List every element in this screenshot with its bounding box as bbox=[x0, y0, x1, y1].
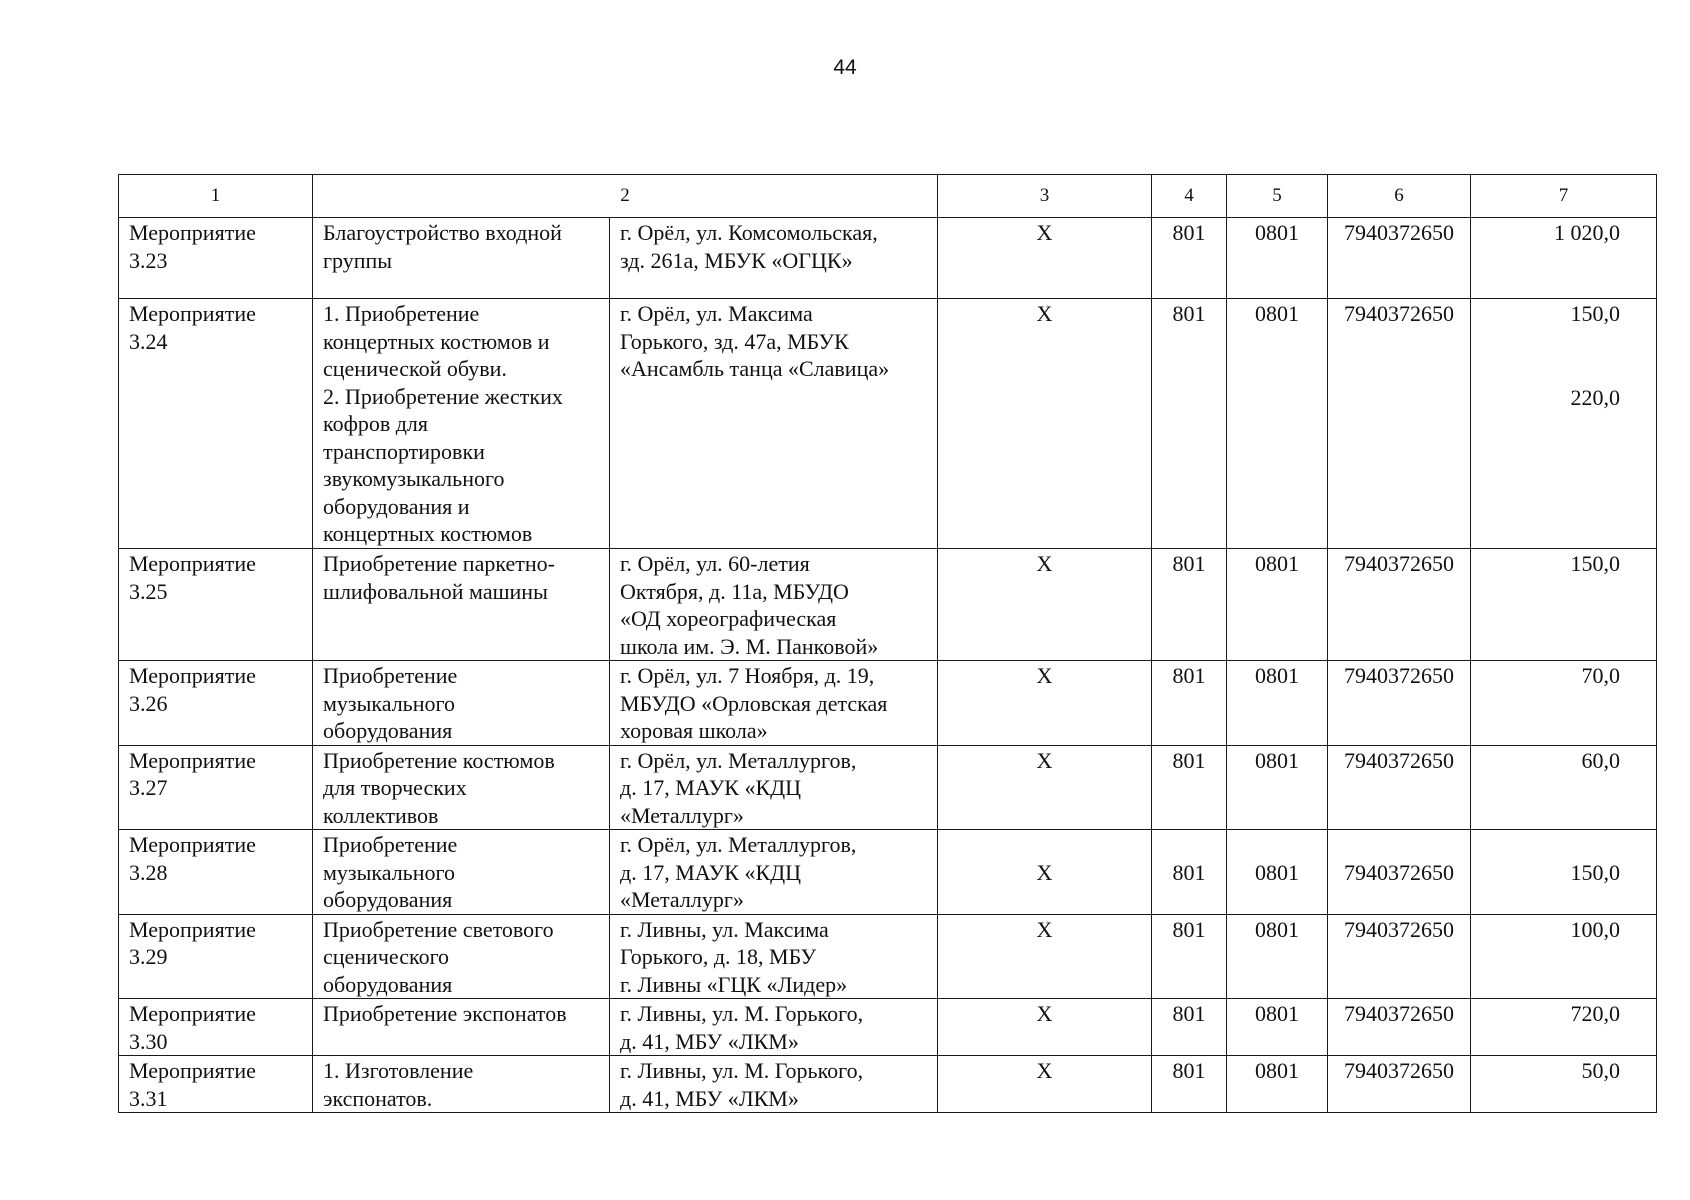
description-cell-line: звукомузыкального bbox=[323, 466, 505, 491]
activity-cell-line: 3.23 bbox=[129, 247, 168, 273]
address-cell-line: г. Ливны, ул. М. Горького, bbox=[620, 1058, 864, 1083]
address-cell-line: д. 41, МБУ «ЛКМ» bbox=[620, 1028, 799, 1054]
column-header-3: 3 bbox=[938, 175, 1152, 218]
col6-cell: 7940372650 bbox=[1328, 549, 1471, 661]
amount-value: 50,0 bbox=[1581, 1058, 1620, 1083]
description-cell-line: коллективов bbox=[323, 802, 439, 828]
address-cell-line: Горького, д. 18, МБУ bbox=[620, 944, 817, 969]
address-cell bbox=[610, 745, 938, 830]
col6-cell: 7940372650 bbox=[1328, 830, 1471, 915]
address-cell-line: «Ансамбль танца «Славица» bbox=[620, 356, 890, 381]
col4-cell: 801 bbox=[1152, 914, 1227, 999]
col4-cell: 801 bbox=[1152, 218, 1227, 299]
col4-cell: 801 bbox=[1152, 830, 1227, 915]
address-cell-line: д. 41, МБУ «ЛКМ» bbox=[620, 1085, 799, 1111]
address-cell-line: «ОД хореографическая bbox=[620, 606, 837, 631]
description-cell-line: Благоустройство входной bbox=[323, 220, 562, 245]
activity-cell-line: Мероприятие bbox=[129, 663, 256, 688]
address-cell bbox=[610, 999, 938, 1056]
description-cell-line: кофров для bbox=[323, 411, 429, 436]
activity-cell bbox=[119, 745, 313, 830]
description-cell-line: транспортировки bbox=[323, 438, 485, 464]
address-cell-line: д. 17, МАУК «КДЦ bbox=[620, 775, 802, 800]
amount-cell bbox=[1471, 914, 1657, 999]
col6-cell: 7940372650 bbox=[1328, 661, 1471, 746]
description-cell-line: сценического bbox=[323, 944, 450, 969]
col3-cell: Х bbox=[938, 1056, 1152, 1113]
description-cell bbox=[313, 299, 610, 549]
table-row bbox=[119, 661, 1657, 746]
col3-cell: Х bbox=[938, 999, 1152, 1056]
activity-cell-line: Мероприятие bbox=[129, 832, 256, 857]
description-cell-line: 1. Приобретение bbox=[323, 301, 480, 326]
col5-cell: 0801 bbox=[1227, 914, 1328, 999]
description-cell bbox=[313, 745, 610, 830]
amount-cell bbox=[1471, 830, 1657, 915]
col5-cell: 0801 bbox=[1227, 218, 1328, 299]
address-cell-line: «Металлург» bbox=[620, 887, 744, 912]
col6-cell: 7940372650 bbox=[1328, 1056, 1471, 1113]
amount-cell bbox=[1471, 745, 1657, 830]
column-number-row bbox=[119, 175, 1657, 218]
col3-cell: Х bbox=[938, 830, 1152, 915]
amount-value: 720,0 bbox=[1570, 1001, 1620, 1026]
address-cell-line: г. Ливны, ул. М. Горького, bbox=[620, 1001, 864, 1026]
description-cell-line: 1. Изготовление bbox=[323, 1058, 474, 1083]
col3-cell: Х bbox=[938, 549, 1152, 661]
address-cell bbox=[610, 830, 938, 915]
col6-cell: 7940372650 bbox=[1328, 745, 1471, 830]
col4-cell: 801 bbox=[1152, 999, 1227, 1056]
table-row bbox=[119, 745, 1657, 830]
address-cell-line: г. Орёл, ул. 7 Ноября, д. 19, bbox=[620, 663, 875, 688]
activity-cell-line: 3.31 bbox=[129, 1085, 168, 1111]
address-cell bbox=[610, 299, 938, 549]
table-row bbox=[119, 218, 1657, 299]
col4-cell: 801 bbox=[1152, 299, 1227, 549]
amount-value: 150,0 bbox=[1570, 859, 1620, 885]
description-cell-line: 2. Приобретение жестких bbox=[323, 383, 563, 409]
col5-cell: 0801 bbox=[1227, 999, 1328, 1056]
description-cell-line: оборудования и bbox=[323, 493, 470, 519]
description-cell-line: оборудования bbox=[323, 887, 453, 912]
address-cell-line: г. Ливны «ГЦК «Лидер» bbox=[620, 971, 848, 997]
activity-cell-line: 3.28 bbox=[129, 859, 168, 885]
description-cell-line: концертных костюмов bbox=[323, 521, 533, 546]
table-row bbox=[119, 549, 1657, 661]
description-cell-line: экспонатов. bbox=[323, 1085, 433, 1111]
description-cell bbox=[313, 1056, 610, 1113]
page-number: 44 bbox=[833, 56, 857, 79]
col5-cell: 0801 bbox=[1227, 661, 1328, 746]
table-body bbox=[119, 218, 1657, 1113]
amount-value: 60,0 bbox=[1581, 747, 1620, 773]
budget-table bbox=[118, 174, 1657, 1113]
amount-cell bbox=[1471, 1056, 1657, 1113]
address-cell-line: Октября, д. 11а, МБУДО bbox=[620, 578, 849, 604]
activity-cell bbox=[119, 1056, 313, 1113]
description-cell-line: шлифовальной машины bbox=[323, 578, 548, 604]
description-cell bbox=[313, 999, 610, 1056]
address-cell-line: г. Орёл, ул. Максима bbox=[620, 301, 813, 326]
activity-cell-line: 3.25 bbox=[129, 578, 168, 604]
address-cell-line: Горького, зд. 47а, МБУК bbox=[620, 328, 849, 354]
description-cell-line: группы bbox=[323, 247, 393, 273]
description-cell bbox=[313, 830, 610, 915]
address-cell-line: г. Орёл, ул. 60-летия bbox=[620, 551, 810, 576]
description-cell bbox=[313, 661, 610, 746]
col3-cell: Х bbox=[938, 745, 1152, 830]
table-row bbox=[119, 1056, 1657, 1113]
amount-value: 100,0 bbox=[1570, 916, 1620, 942]
col5-cell: 0801 bbox=[1227, 745, 1328, 830]
column-header-6: 6 bbox=[1328, 175, 1471, 218]
description-cell-line: сценической обуви. bbox=[323, 356, 507, 381]
activity-cell bbox=[119, 299, 313, 549]
address-cell-line: г. Орёл, ул. Комсомольская, bbox=[620, 220, 878, 245]
description-cell-line: музыкального bbox=[323, 859, 455, 885]
col4-cell: 801 bbox=[1152, 1056, 1227, 1113]
col5-cell: 0801 bbox=[1227, 1056, 1328, 1113]
activity-cell bbox=[119, 830, 313, 915]
activity-cell-line: 3.26 bbox=[129, 690, 168, 716]
amount-value: 220,0 bbox=[1570, 384, 1620, 410]
col5-cell: 0801 bbox=[1227, 549, 1328, 661]
col4-cell: 801 bbox=[1152, 661, 1227, 746]
address-cell-line: г. Орёл, ул. Металлургов, bbox=[620, 832, 857, 857]
description-cell-line: Приобретение костюмов bbox=[323, 747, 555, 773]
amount-value: 70,0 bbox=[1581, 663, 1620, 688]
description-cell-line: Приобретение bbox=[323, 663, 458, 688]
address-cell bbox=[610, 549, 938, 661]
description-cell bbox=[313, 549, 610, 661]
address-cell-line: «Металлург» bbox=[620, 802, 744, 828]
activity-cell-line: 3.27 bbox=[129, 775, 168, 800]
activity-cell-line: Мероприятие bbox=[129, 1058, 256, 1083]
activity-cell-line: Мероприятие bbox=[129, 916, 256, 942]
activity-cell-line: 3.24 bbox=[129, 328, 168, 354]
amount-cell bbox=[1471, 299, 1657, 549]
description-cell-line: Приобретение экспонатов bbox=[323, 1001, 567, 1026]
table-row bbox=[119, 299, 1657, 549]
activity-cell-line: Мероприятие bbox=[129, 747, 256, 773]
col5-cell: 0801 bbox=[1227, 830, 1328, 915]
amount-cell bbox=[1471, 999, 1657, 1056]
description-cell bbox=[313, 218, 610, 299]
col4-cell: 801 bbox=[1152, 745, 1227, 830]
amount-value: 150,0 bbox=[1570, 551, 1620, 576]
activity-cell bbox=[119, 549, 313, 661]
description-cell-line: оборудования bbox=[323, 718, 453, 743]
activity-cell bbox=[119, 661, 313, 746]
activity-cell bbox=[119, 999, 313, 1056]
col3-cell: Х bbox=[938, 299, 1152, 549]
col3-cell: Х bbox=[938, 914, 1152, 999]
activity-cell-line: 3.29 bbox=[129, 944, 168, 969]
activity-cell-line: Мероприятие bbox=[129, 301, 256, 326]
address-cell-line: школа им. Э. М. Панковой» bbox=[620, 633, 879, 659]
amount-spacer bbox=[1481, 328, 1620, 384]
col3-cell: Х bbox=[938, 661, 1152, 746]
col4-cell: 801 bbox=[1152, 549, 1227, 661]
address-cell bbox=[610, 914, 938, 999]
col6-cell: 7940372650 bbox=[1328, 999, 1471, 1056]
activity-cell-line: 3.30 bbox=[129, 1028, 168, 1054]
col5-cell: 0801 bbox=[1227, 299, 1328, 549]
col6-cell: 7940372650 bbox=[1328, 914, 1471, 999]
col3-cell: Х bbox=[938, 218, 1152, 299]
description-cell-line: концертных костюмов и bbox=[323, 328, 550, 354]
address-cell-line: МБУДО «Орловская детская bbox=[620, 690, 888, 716]
activity-cell bbox=[119, 218, 313, 299]
activity-cell-line: Мероприятие bbox=[129, 1001, 256, 1026]
description-cell-line: Приобретение светового bbox=[323, 916, 554, 942]
column-header-4: 4 bbox=[1152, 175, 1227, 218]
col6-cell: 7940372650 bbox=[1328, 299, 1471, 549]
amount-cell bbox=[1471, 549, 1657, 661]
description-cell bbox=[313, 914, 610, 999]
description-cell-line: Приобретение bbox=[323, 832, 458, 857]
amount-cell bbox=[1471, 661, 1657, 746]
column-header-1: 1 bbox=[119, 175, 313, 218]
table-row bbox=[119, 999, 1657, 1056]
description-cell-line: для творческих bbox=[323, 775, 467, 800]
activity-cell-line: Мероприятие bbox=[129, 551, 256, 576]
amount-value: 1 020,0 bbox=[1554, 220, 1620, 245]
address-cell-line: г. Ливны, ул. Максима bbox=[620, 916, 829, 942]
column-header-5: 5 bbox=[1227, 175, 1328, 218]
table-row bbox=[119, 914, 1657, 999]
column-header-2: 2 bbox=[313, 175, 938, 218]
activity-cell bbox=[119, 914, 313, 999]
col6-cell: 7940372650 bbox=[1328, 218, 1471, 299]
activity-cell-line: Мероприятие bbox=[129, 220, 256, 245]
address-cell bbox=[610, 1056, 938, 1113]
amount-value: 150,0 bbox=[1570, 301, 1620, 326]
description-cell-line: оборудования bbox=[323, 971, 453, 997]
address-cell bbox=[610, 661, 938, 746]
address-cell bbox=[610, 218, 938, 299]
column-header-7: 7 bbox=[1471, 175, 1657, 218]
address-cell-line: хоровая школа» bbox=[620, 718, 768, 743]
address-cell-line: зд. 261а, МБУК «ОГЦК» bbox=[620, 247, 853, 273]
address-cell-line: г. Орёл, ул. Металлургов, bbox=[620, 747, 857, 773]
amount-cell bbox=[1471, 218, 1657, 299]
table-row bbox=[119, 830, 1657, 915]
description-cell-line: музыкального bbox=[323, 690, 455, 716]
address-cell-line: д. 17, МАУК «КДЦ bbox=[620, 859, 802, 885]
description-cell-line: Приобретение паркетно- bbox=[323, 551, 555, 576]
